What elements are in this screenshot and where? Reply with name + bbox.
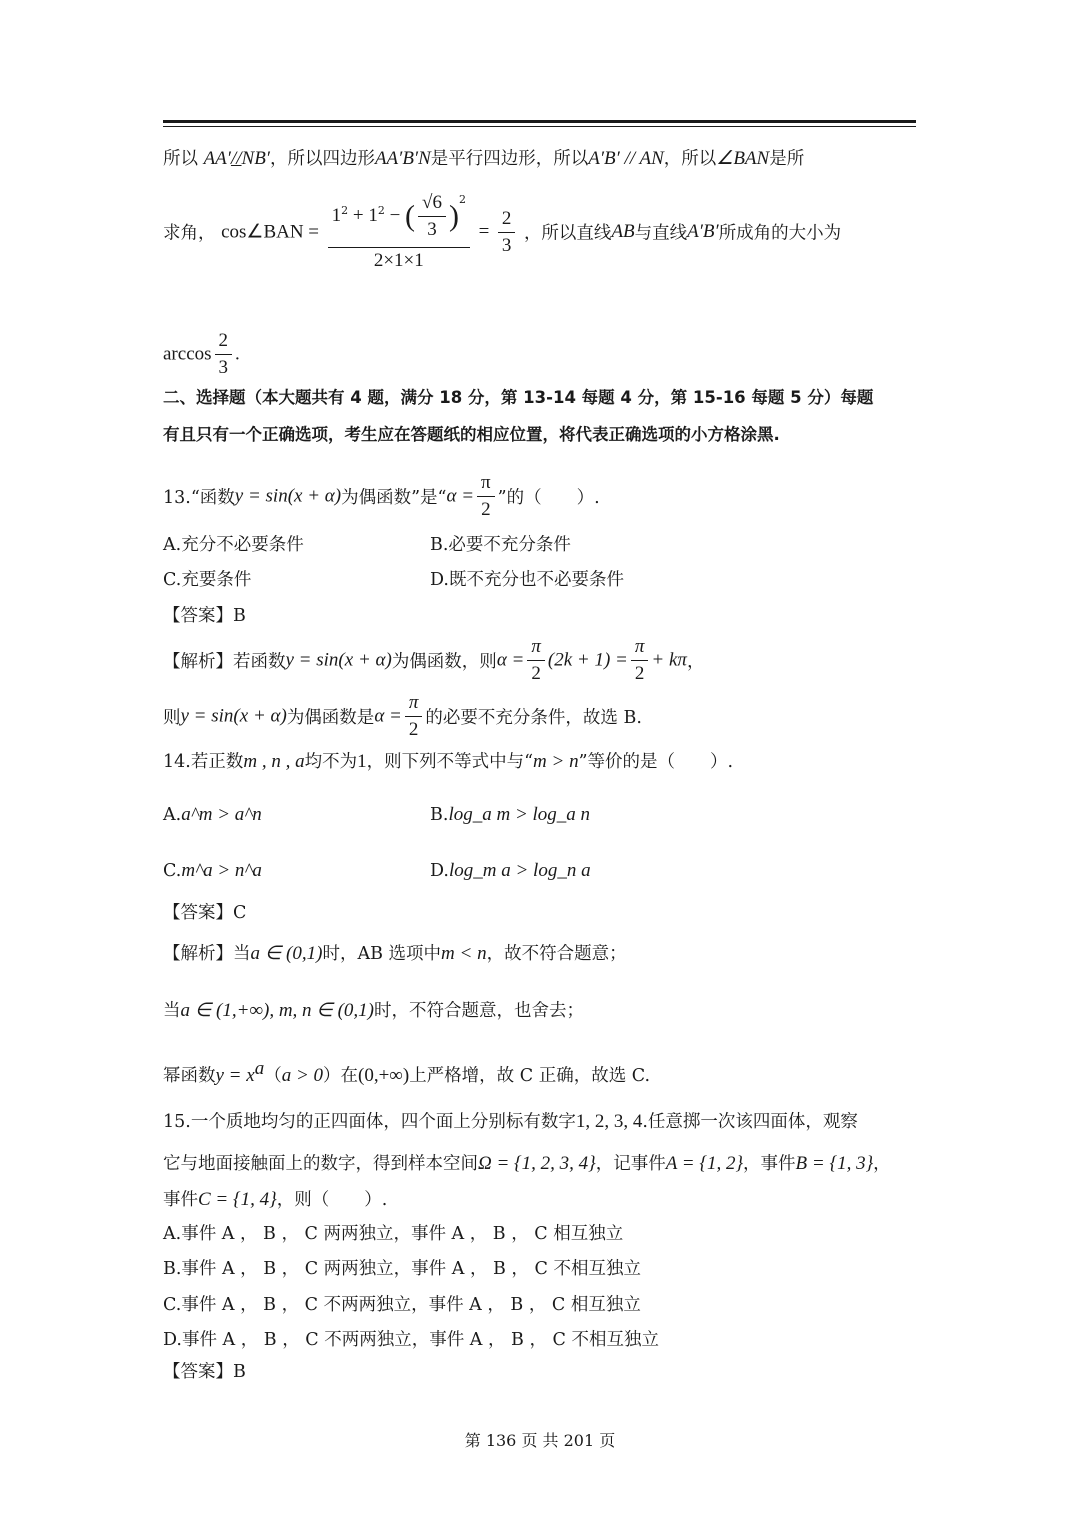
solution-line-1: 所以 AA′//NB′，所以四边形AA′B′N是平行四边形，所以A′B′ // AN，所以∠BAN是所 bbox=[163, 148, 805, 169]
q15-stem-1: 15.一个质地均匀的正四面体，四个面上分别标有数字1, 2, 3, 4.任意掷一次该四面体，观察 bbox=[163, 1111, 858, 1132]
q14-answer: 【答案】C bbox=[163, 903, 247, 923]
q13-analysis-1: 【解析】若函数y = sin(x + α)为偶函数，则α = $\frac{\pi}{2}$ (2k + 1) = $\frac{\pi}{2}$ + kπ， bbox=[163, 636, 705, 684]
q15-option-a: A.事件 A ， B ， C 两两独立，事件 A ， B ， C 相互独立 bbox=[163, 1224, 624, 1244]
q13-option-c: C.充要条件 bbox=[163, 570, 252, 590]
solution-line-3: arccos $\frac{2}{3}$ . bbox=[163, 330, 240, 378]
q13-options-row-1 bbox=[163, 533, 304, 557]
q13-option-d: D.既不充分也不必要条件 bbox=[430, 570, 624, 590]
q15-option-c: C.事件 A ， B ， C 不两两独立，事件 A ， B ， C 相互独立 bbox=[163, 1295, 641, 1315]
cos-fraction: $1^2 + 1^2$ − ( $\frac{√6}{3}$ )$^2$ 2×1×1 bbox=[328, 190, 470, 274]
q13-answer: 【答案】B bbox=[163, 606, 246, 626]
q14-option-c: C.m^a > n^a bbox=[163, 860, 262, 881]
q14-option-d: D.log_m a > log_n a bbox=[430, 860, 591, 881]
q15-answer: 【答案】B bbox=[163, 1362, 246, 1382]
section-title-line-2: 有且只有一个正确选项，考生应在答题纸的相应位置，将代表正确选项的小方格涂黑. bbox=[163, 425, 780, 444]
q14-stem: 14.若正数m , n , a均不为1，则下列不等式中与“m > n”等价的是（ ）. bbox=[163, 751, 734, 772]
q14-analysis-3: 幂函数$y = x^a(a > 0)$在(0,+∞)上严格增，故 C 正确，故选 C. bbox=[163, 1058, 651, 1086]
page-footer: 第 136 页 共 201 页 bbox=[464, 1431, 616, 1450]
q13-option-a: A.充分不必要条件 bbox=[163, 535, 304, 555]
q15-stem-2: 它与地面接触面上的数字，得到样本空间Ω = {1, 2, 3, 4}，记事件A = {1, 2}，事件B = {1, 3}， bbox=[163, 1153, 891, 1174]
q13-stem: 13.“函数y = sin(x + α)为偶函数”是“α = $\frac{\pi}{2}$ ”的（ ）. bbox=[163, 472, 600, 520]
header-rule-thick bbox=[163, 120, 916, 123]
q15-stem-3: 事件C = {1, 4}，则（ ）. bbox=[163, 1189, 388, 1210]
section-title-line-1: 二、选择题（本大题共有 4 题，满分 18 分，第 13-14 每题 4 分，第 15-16 每题 5 分）每题 bbox=[163, 388, 874, 407]
q15-option-b: B.事件 A ， B ， C 两两独立，事件 A ， B ， C 不相互独立 bbox=[163, 1259, 641, 1279]
q13-analysis-2: 则y = sin(x + α)为偶函数是α = $\frac{\pi}{2}$ 的必要不充分条件，故选 B. bbox=[163, 692, 642, 740]
q14-analysis-1: 【解析】当a ∈ (0,1)时，AB 选项中m < n，故不符合题意； bbox=[163, 943, 627, 964]
solution-line-2: 求角， cos∠BAN = $1^2 + 1^2$ − ( $\frac{√6}{3}$ )$^2$ 2×1×1 = $\frac{2}{3}$ ，所以直线AB与直线A′B′所成角的大小为 bbox=[163, 190, 841, 274]
q14-option-a: A.a^m > a^n bbox=[163, 804, 262, 825]
q13-option-b: B.必要不充分条件 bbox=[430, 535, 571, 555]
q14-analysis-2: 当a ∈ (1,+∞), m, n ∈ (0,1)时，不符合题意，也舍去； bbox=[163, 1000, 584, 1021]
q14-option-b: B.log_a m > log_a n bbox=[430, 804, 591, 825]
q15-option-d: D.事件 A ， B ， C 不两两独立，事件 A ， B ， C 不相互独立 bbox=[163, 1330, 659, 1350]
header-rule-thin bbox=[163, 126, 916, 127]
